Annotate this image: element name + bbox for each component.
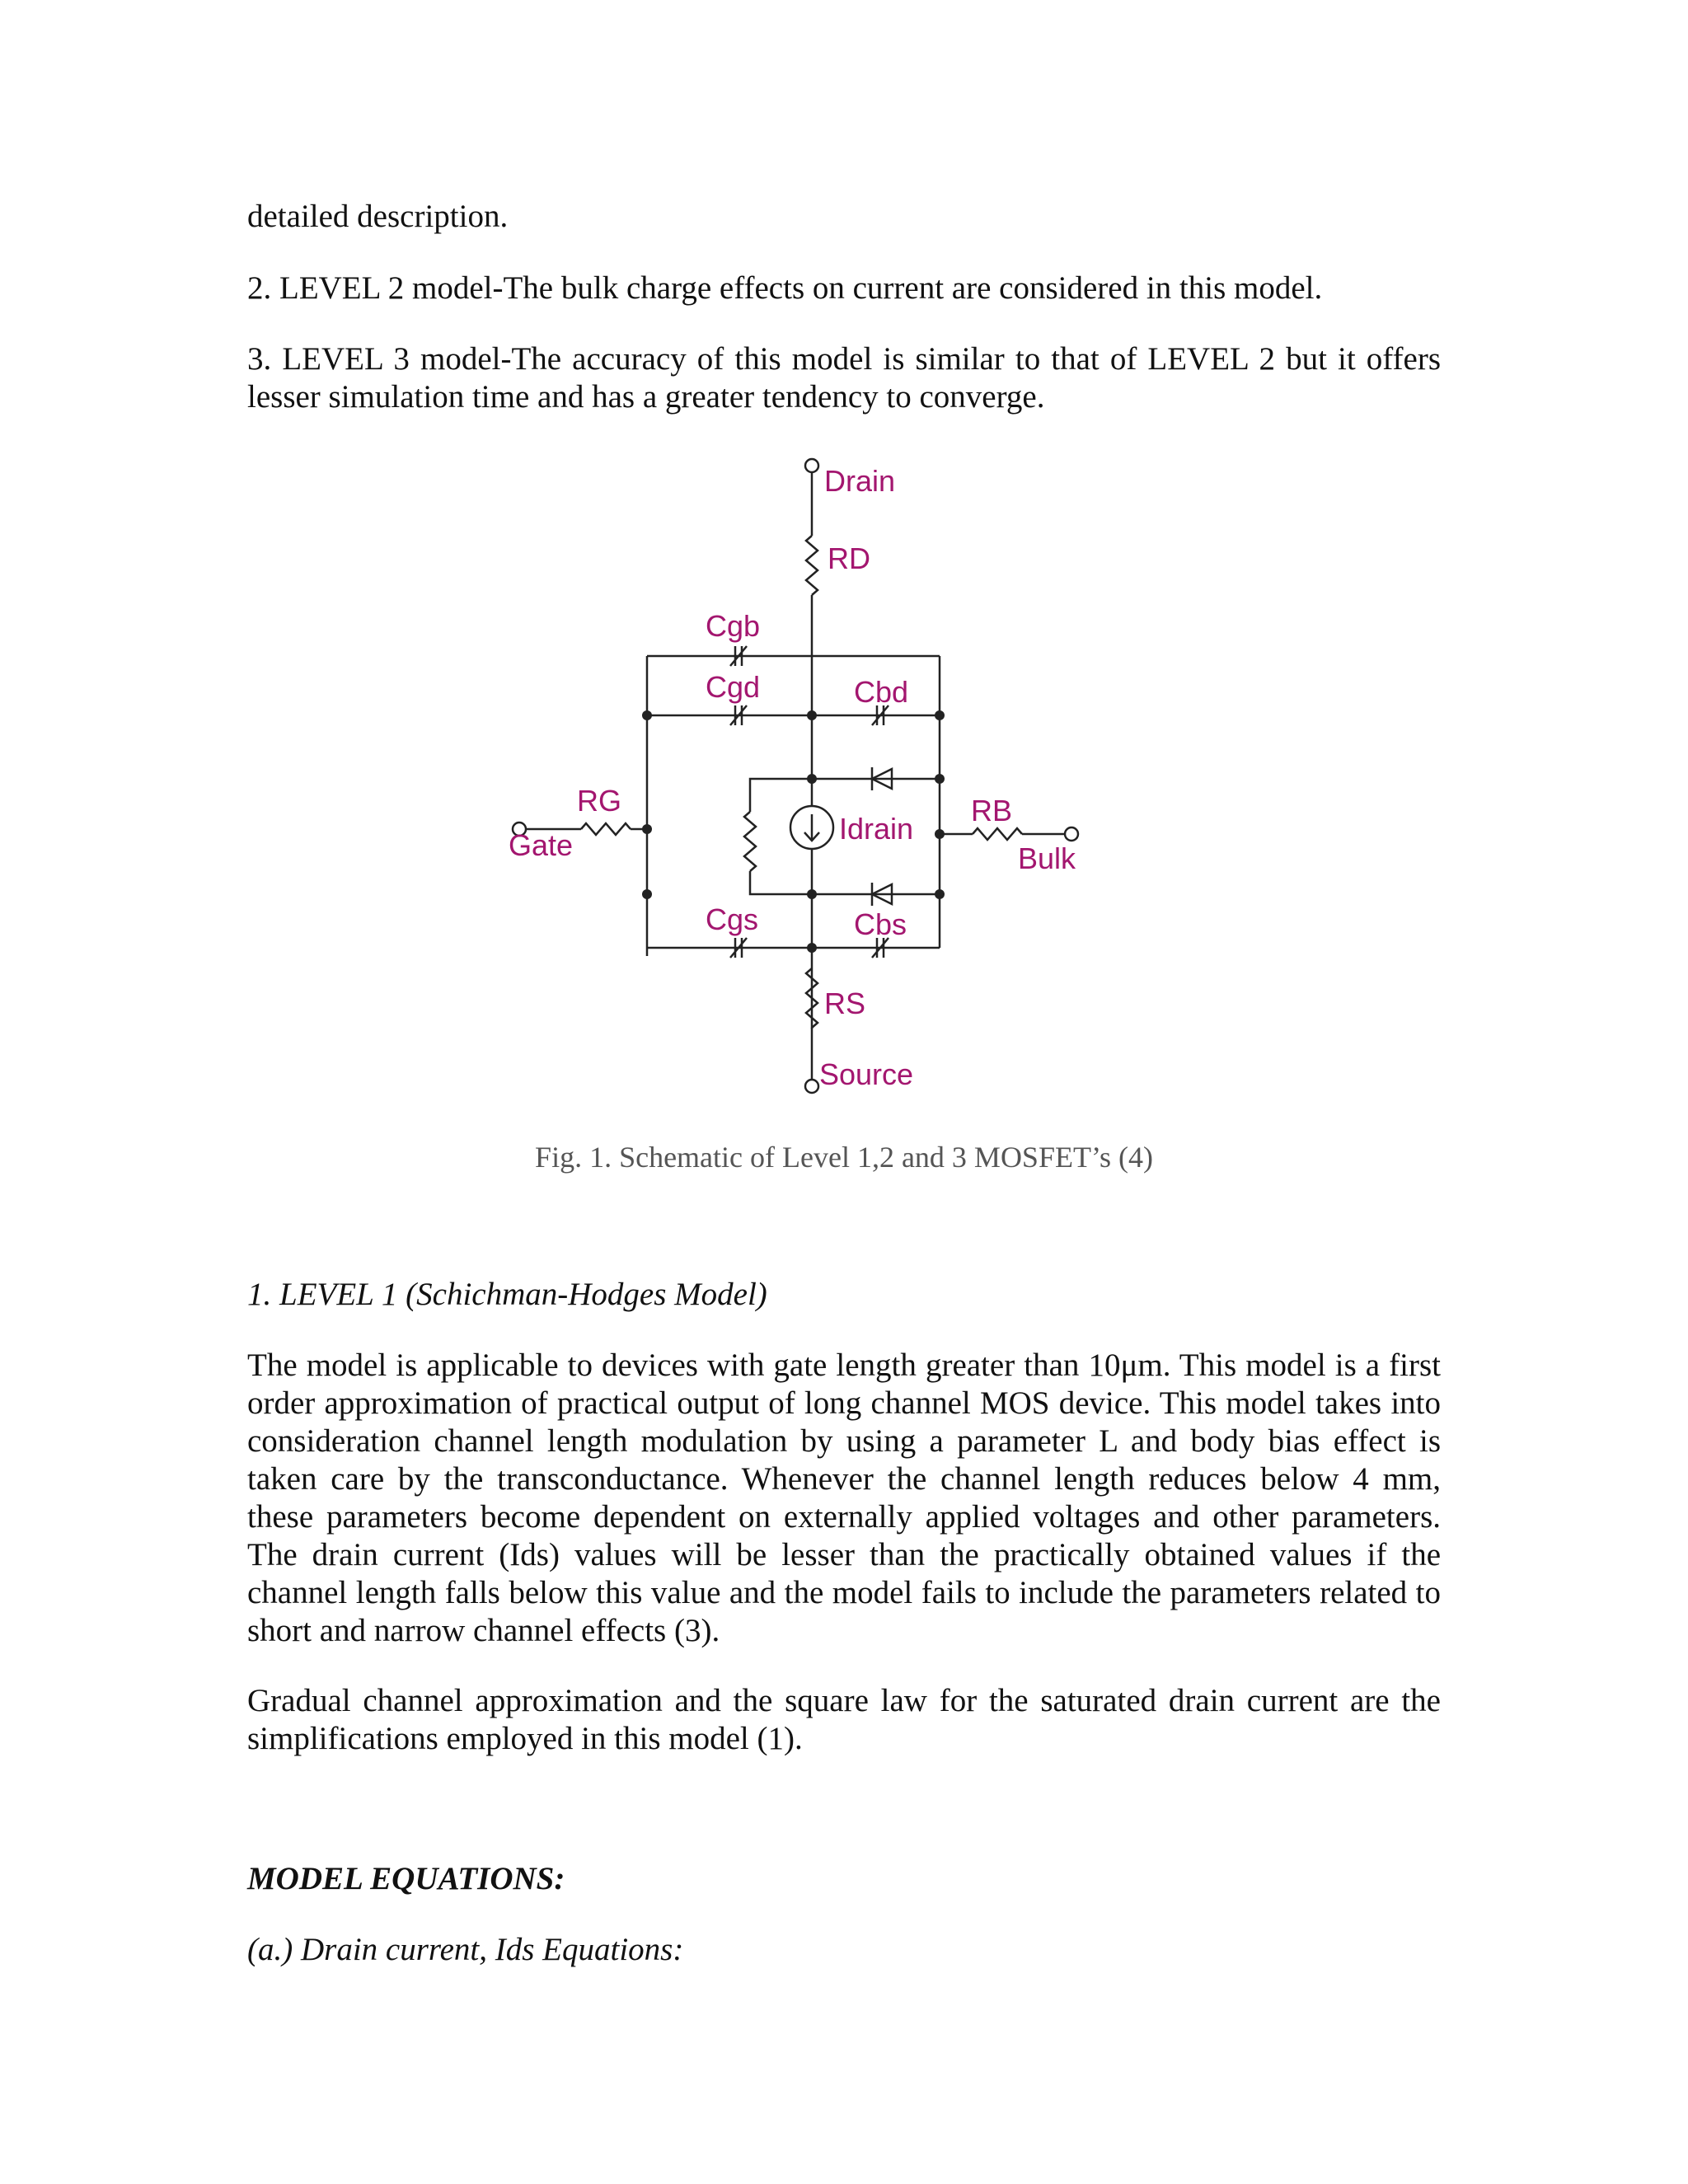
label-cgb: Cgb <box>706 609 761 643</box>
rd-resistor <box>806 536 818 595</box>
label-source: Source <box>819 1057 914 1091</box>
figure-caption: Fig. 1. Schematic of Level 1,2 and 3 MOSFET’s (4) <box>535 1141 1153 1174</box>
label-rd: RD <box>828 541 870 575</box>
source-terminal <box>805 1080 818 1093</box>
paragraph-level2: 2. LEVEL 2 model-The bulk charge effects on current are considered in this model. <box>247 270 1323 306</box>
label-rs: RS <box>824 987 866 1020</box>
subheading-drain-current: (a.) Drain current, Ids Equations: <box>247 1932 684 1967</box>
label-cgd: Cgd <box>706 670 761 704</box>
paragraph-level1-description: The model is applicable to devices with gate length greater than 10μm. This model is a first order approximation of practical output of long channel MOS device. This model takes into consideration channel length modulation by using a parameter L and body bias effect is taken care by the transconductance. Whenever the channel length reduces below 4 mm, these parameters become dependent on externally applied voltages and other parameters. The drain current (Ids) values will be lesser than the practically obtained values if the channel length falls below this value and the model fails to include the parameters related to short and narrow channel effects (3). <box>247 1347 1441 1648</box>
paragraph-intro-end: detailed description. <box>247 199 509 234</box>
label-bulk: Bulk <box>1018 841 1076 875</box>
drain-terminal <box>805 459 818 536</box>
paragraph-level3: 3. LEVEL 3 model-The accuracy of this model is similar to that of LEVEL 2 but it offers lesser simulation time and has a greater tendency to converge. <box>247 341 1441 415</box>
label-idrain: Idrain <box>839 812 914 846</box>
paragraph-gradual-channel: Gradual channel approximation and the square law for the saturated drain current are the simplifications employed in this model (1). <box>247 1683 1441 1756</box>
label-cbd: Cbd <box>854 675 909 709</box>
label-drain: Drain <box>824 464 896 498</box>
label-gate: Gate <box>509 828 574 862</box>
heading-model-equations: MODEL EQUATIONS: <box>247 1861 565 1896</box>
idrain-current-source <box>790 806 833 849</box>
internal-resistor <box>744 812 756 871</box>
rs-resistor <box>806 968 818 1028</box>
bulk-terminal <box>1065 827 1078 841</box>
label-rb: RB <box>971 794 1013 827</box>
rb-resistor <box>973 828 1022 840</box>
label-cgs: Cgs <box>706 902 759 936</box>
rg-resistor <box>581 823 631 835</box>
label-rg: RG <box>577 784 621 818</box>
section-heading-level1: 1. LEVEL 1 (Schichman-Hodges Model) <box>247 1277 767 1312</box>
label-cbs: Cbs <box>854 907 907 941</box>
